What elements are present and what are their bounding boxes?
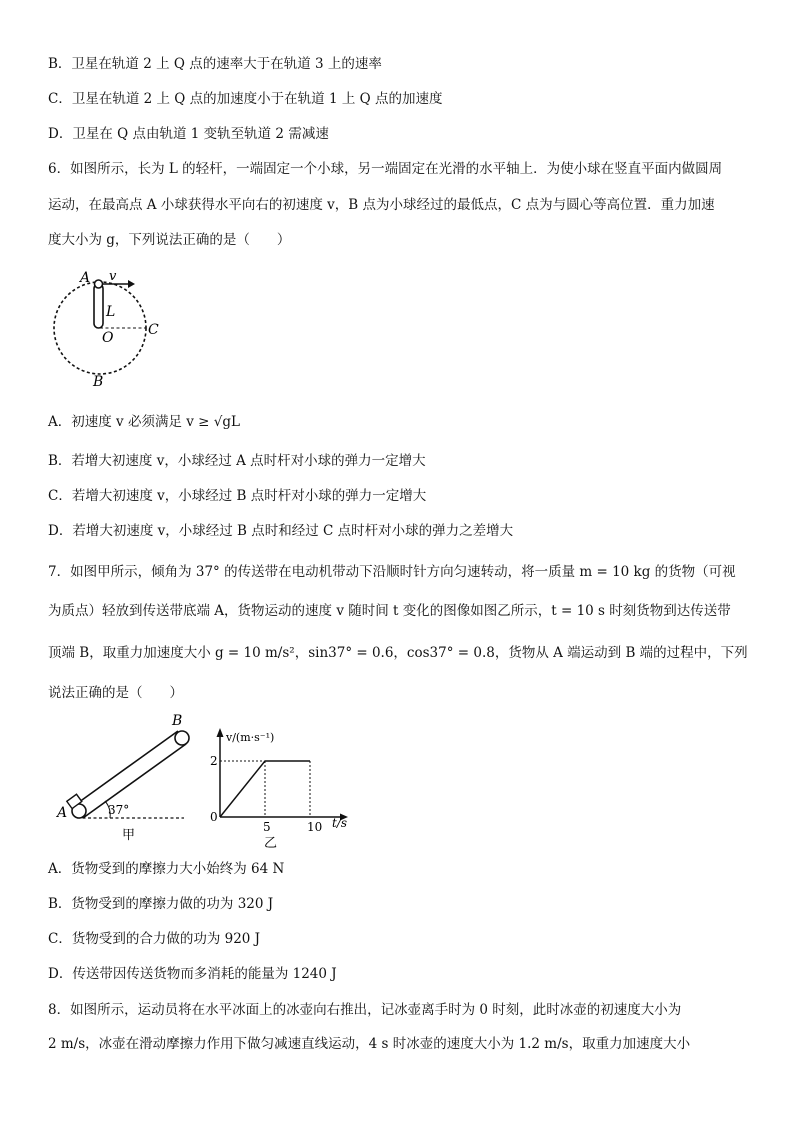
label-c: C xyxy=(148,322,159,338)
series-segment-0 xyxy=(220,761,265,817)
q6-stem-line-2: 运动，在最高点 A 小球获得水平向右的初速度 v，B 点为小球经过的最低点，C 点为与圆心等高位置．重力加速 xyxy=(48,197,715,213)
label-a: A xyxy=(57,805,68,821)
belt-bottom xyxy=(83,744,186,818)
y-tick-label: 2 xyxy=(210,754,218,768)
q7-option-d: D．传送带因传送货物而多消耗的能量为 1240 J xyxy=(48,966,337,982)
angle-label: 37° xyxy=(108,803,130,817)
label-o: O xyxy=(102,330,114,346)
q5-option-c: C．卫星在轨道 2 上 Q 点的加速度小于在轨道 1 上 Q 点的加速度 xyxy=(48,91,443,107)
q6-option-b: B．若增大初速度 v，小球经过 A 点时杆对小球的弹力一定增大 xyxy=(48,453,426,469)
caption-yi: 乙 xyxy=(264,836,278,848)
y-axis-arrow-icon xyxy=(217,728,224,737)
label-b: B xyxy=(93,374,104,390)
q6-option-c: C．若增大初速度 v，小球经过 B 点时杆对小球的弹力一定增大 xyxy=(48,488,427,504)
q7-option-a: A．货物受到的摩擦力大小始终为 64 N xyxy=(48,861,285,877)
q7-stem-line-1: 7．如图甲所示，倾角为 37° 的传送带在电动机带动下沿顺时针方向匀速转动，将一质量 m = 10 kg 的货物（可视 xyxy=(48,564,736,580)
q7-stem-line-2: 为质点）轻放到传送带底端 A，货物运动的速度 v 随时间 t 变化的图像如图乙所示，t = 10 s 时刻货物到达传送带 xyxy=(48,603,731,619)
label-v: v xyxy=(109,269,117,284)
y-axis-label: v/(m·s⁻¹) xyxy=(226,731,275,744)
label-a: A xyxy=(80,270,91,286)
belt-top xyxy=(75,731,178,805)
q7-stem-line-4: 说法正确的是（ ） xyxy=(48,685,183,701)
q7-option-c: C．货物受到的合力做的功为 920 J xyxy=(48,931,261,947)
q6-option-d: D．若增大初速度 v，小球经过 B 点时和经过 C 点时杆对小球的弹力之差增大 xyxy=(48,523,514,539)
q8-stem-line-2: 2 m/s，冰壶在滑动摩擦力作用下做匀减速直线运动，4 s 时冰壶的速度大小为 1.2 m/s，取重力加速度大小 xyxy=(48,1036,691,1052)
q6-stem-line-1: 6．如图所示，长为 L 的轻杆，一端固定一个小球，另一端固定在光滑的水平轴上．为使小球在竖直平面内做圆周 xyxy=(48,161,723,177)
q7-stem-line-3: 顶端 B，取重力加速度大小 g = 10 m/s²，sin37° = 0.6，cos37° = 0.8，货物从 A 端运动到 B 端的过程中，下列 xyxy=(48,645,748,661)
q8-stem-line-1: 8．如图所示，运动员将在水平冰面上的冰壶向右推出，记冰壶离手时为 0 时刻，此时冰壶的初速度大小为 xyxy=(48,1002,682,1018)
q5-option-d: D．卫星在 Q 点由轨道 1 变轨至轨道 2 需减速 xyxy=(48,126,329,142)
label-b: B xyxy=(172,713,183,729)
pulley-top xyxy=(175,731,189,745)
q7-figure-vt-graph xyxy=(208,723,358,848)
arrow-head-icon xyxy=(128,280,135,288)
q6-stem-line-3: 度大小为 g，下列说法正确的是（ ） xyxy=(48,232,291,248)
q6-figure-rod-circle xyxy=(48,266,173,391)
chart-marks xyxy=(220,761,310,817)
q6-option-a: A．初速度 v 必须满足 v ≥ √gL xyxy=(48,414,240,430)
q5-option-b: B．卫星在轨道 2 上 Q 点的速率大于在轨道 3 上的速率 xyxy=(48,56,382,72)
label-l: L xyxy=(106,304,116,320)
q7-option-b: B．货物受到的摩擦力做的功为 320 J xyxy=(48,896,274,912)
x-tick-label-10: 10 xyxy=(307,820,323,834)
x-tick-label-5: 5 xyxy=(263,820,271,834)
caption-jia: 甲 xyxy=(122,828,136,843)
x-axis-label: t/s xyxy=(332,816,348,830)
origin-label: 0 xyxy=(210,810,218,824)
rod xyxy=(94,284,103,328)
q7-figure-conveyor xyxy=(52,713,192,845)
ball xyxy=(95,280,103,288)
